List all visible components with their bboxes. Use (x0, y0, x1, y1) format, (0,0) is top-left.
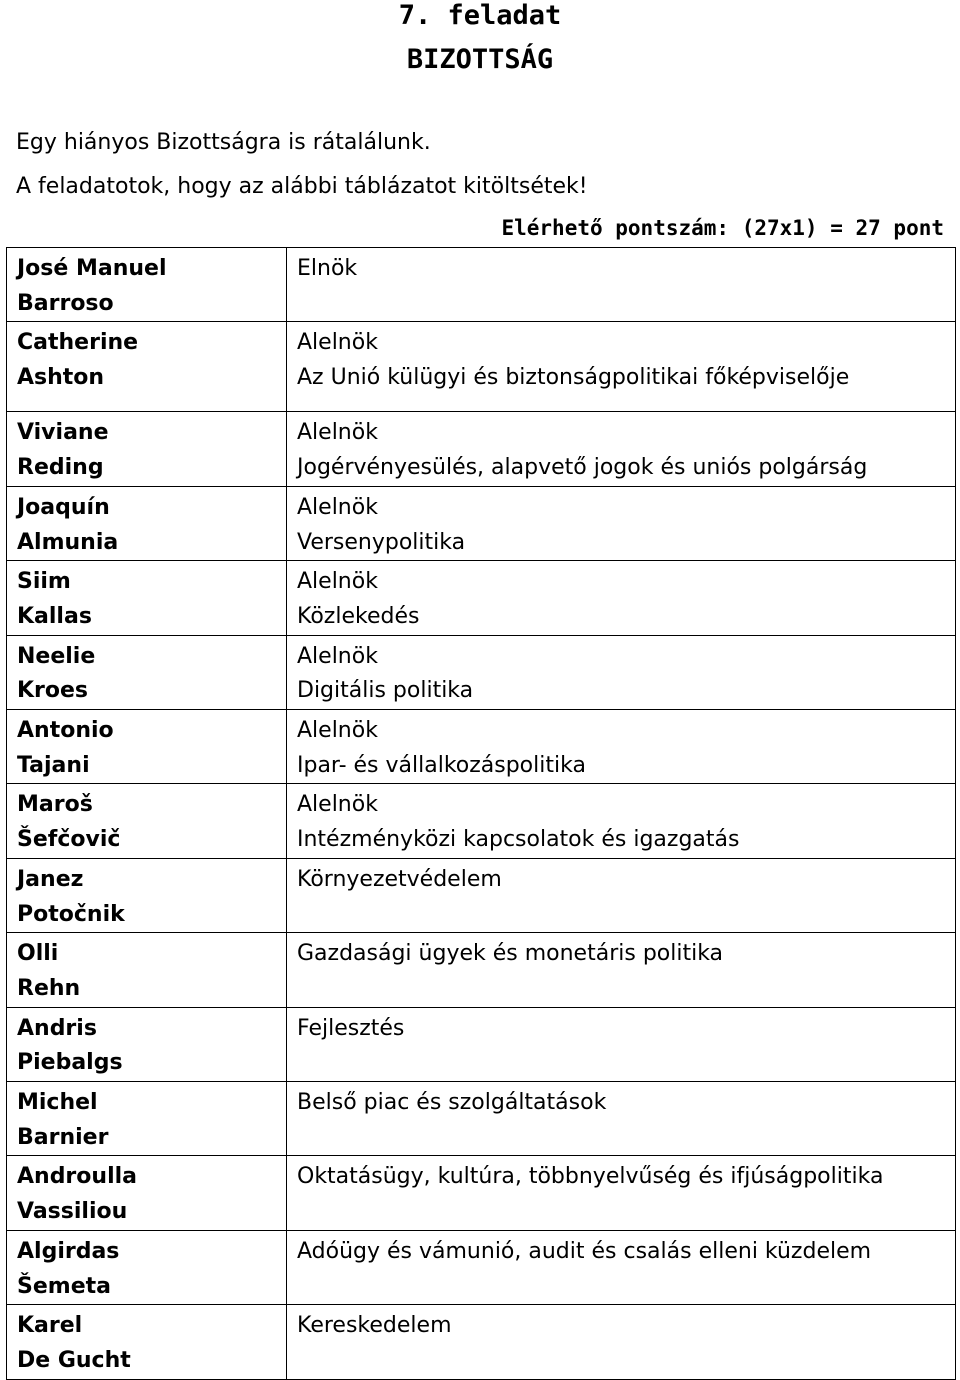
portfolio-cell: Alelnök Digitális politika (287, 635, 956, 709)
commissioner-name: Viviane Reding (7, 412, 287, 486)
table-row (7, 486, 956, 560)
table-row (7, 933, 956, 1007)
table-row (7, 1156, 956, 1230)
table-row (7, 858, 956, 932)
commissioner-name: Andris Piebalgs (7, 1007, 287, 1081)
portfolio-cell: Alelnök Jogérvényesülés, alapvető jogok és uniós polgárság (287, 412, 956, 486)
portfolio-cell: Gazdasági ügyek és monetáris politika (287, 933, 956, 1007)
table-row (7, 1007, 956, 1081)
commissioner-name: Olli Rehn (7, 933, 287, 1007)
commissioner-name: José Manuel Barroso (7, 248, 287, 322)
table-row (7, 412, 956, 486)
commissioner-name: Karel De Gucht (7, 1305, 287, 1379)
portfolio-cell: Fejlesztés (287, 1007, 956, 1081)
commissioner-name: Antonio Tajani (7, 710, 287, 784)
commission-table (6, 247, 956, 1380)
commissioner-name: Maroš Šefčovič (7, 784, 287, 858)
table-row (7, 1305, 956, 1379)
portfolio-cell: Oktatásügy, kultúra, többnyelvűség és ifjúságpolitika (287, 1156, 956, 1230)
commissioner-name: Michel Barnier (7, 1082, 287, 1156)
commissioner-name: Catherine Ashton (7, 322, 287, 412)
portfolio-cell: Alelnök Az Unió külügyi és biztonságpolitikai főképviselője (287, 322, 956, 412)
portfolio-cell: Környezetvédelem (287, 858, 956, 932)
table-row (7, 248, 956, 322)
task-number: 7. feladat (398, 0, 562, 31)
table-row (7, 322, 956, 412)
commissioner-name: Joaquín Almunia (7, 486, 287, 560)
page-title: BIZOTTSÁG (406, 44, 554, 75)
portfolio-cell: Alelnök Ipar- és vállalkozáspolitika (287, 710, 956, 784)
table-row (7, 710, 956, 784)
score-note: Elérhető pontszám: (27x1) = 27 pont (501, 216, 944, 240)
commissioner-name: Janez Potočnik (7, 858, 287, 932)
commissioner-name: Algirdas Šemeta (7, 1230, 287, 1304)
commissioner-name: Androulla Vassiliou (7, 1156, 287, 1230)
table-row (7, 1230, 956, 1304)
table-row (7, 561, 956, 635)
portfolio-cell: Adóügy és vámunió, audit és csalás elleni küzdelem (287, 1230, 956, 1304)
table-row (7, 784, 956, 858)
table-row (7, 1082, 956, 1156)
portfolio-cell: Alelnök Közlekedés (287, 561, 956, 635)
portfolio-cell: Belső piac és szolgáltatások (287, 1082, 956, 1156)
portfolio-cell: Elnök (287, 248, 956, 322)
commissioner-name: Siim Kallas (7, 561, 287, 635)
table-row (7, 635, 956, 709)
portfolio-cell: Alelnök Intézményközi kapcsolatok és igazgatás (287, 784, 956, 858)
intro-line-1: Egy hiányos Bizottságra is rátalálunk. (16, 130, 431, 155)
portfolio-cell: Kereskedelem (287, 1305, 956, 1379)
intro-line-2: A feladatotok, hogy az alábbi táblázatot kitöltsétek! (16, 174, 588, 199)
commissioner-name: Neelie Kroes (7, 635, 287, 709)
portfolio-cell: Alelnök Versenypolitika (287, 486, 956, 560)
